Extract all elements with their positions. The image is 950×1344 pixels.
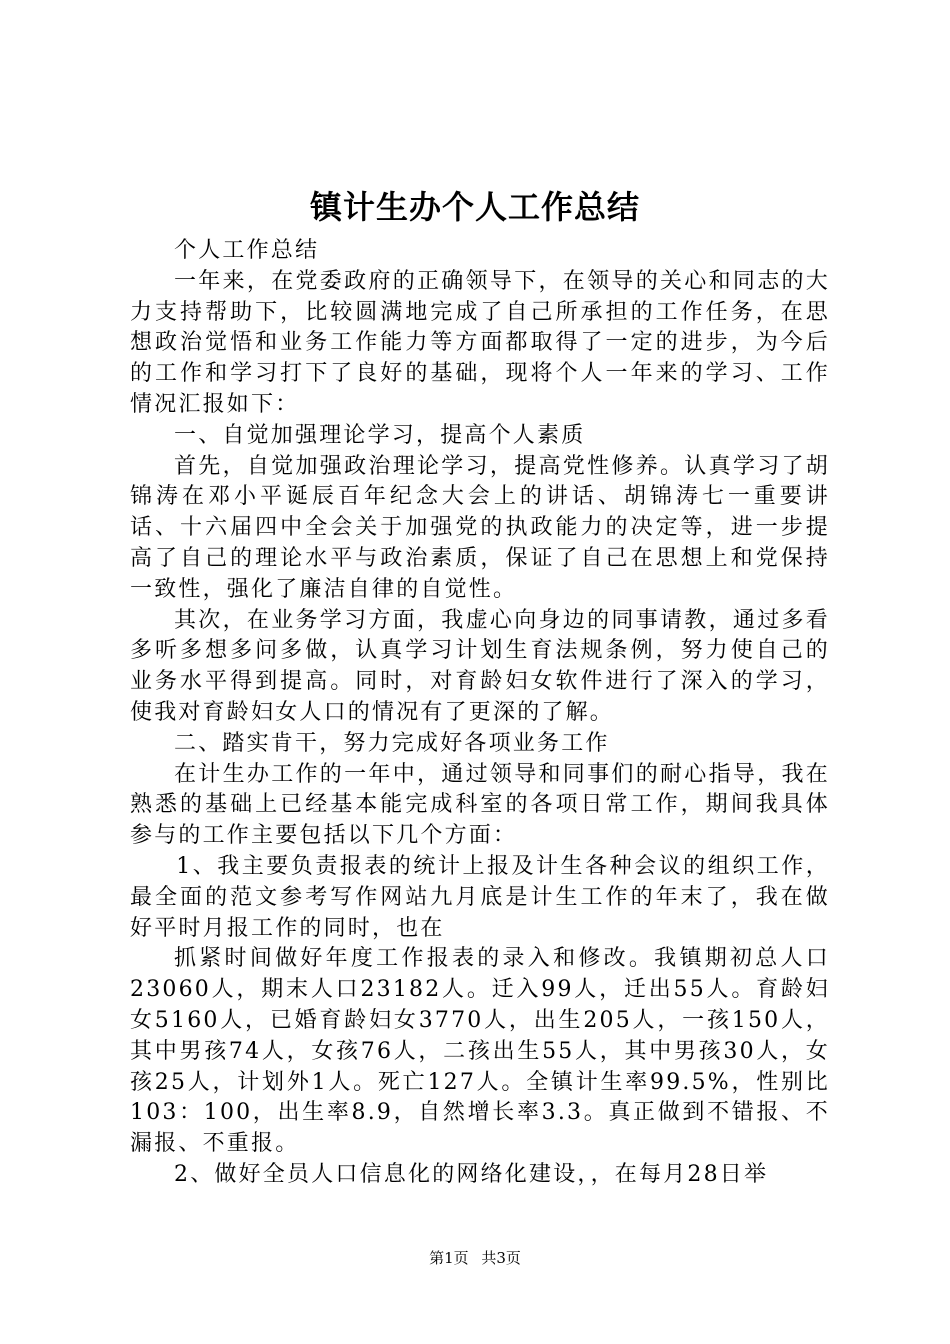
page-number: 第1页 <box>429 1249 469 1267</box>
document-title: 镇计生办个人工作总结 <box>309 188 640 226</box>
page-total: 共3页 <box>481 1249 521 1267</box>
body-paragraph: 其次，在业务学习方面，我虚心向身边的同事请教，通过多看多听多想多问多做，认真学习计划生育法规条例，努力使自己的业务水平得到提高。同时，对育龄妇女软件进行了深入的学习，使我对育龄妇女人口的情况有了更深的了解。 <box>130 607 830 725</box>
body-paragraph: 一年来，在党委政府的正确领导下，在领导的关心和同志的大力支持帮助下，比较圆满地完成了自己所承担的工作任务，在思想政治觉悟和业务工作能力等方面都取得了一定的进步，为今后的工作和学习打下了良好的基础，现将个人一年来的学习、工作情况汇报如下： <box>130 268 830 417</box>
list-item: 1、我主要负责报表的统计上报及计生各种会议的组织工作，最全面的范文参考写作网站九月底是计生工作的年末了，我在做好平时月报工作的同时，也在 <box>130 853 830 941</box>
body-paragraph: 在计生办工作的一年中，通过领导和同事们的耐心指导，我在熟悉的基础上已经基本能完成科室的各项日常工作，期间我具体参与的工作主要包括以下几个方面： <box>130 761 830 849</box>
body-paragraph: 抓紧时间做好年度工作报表的录入和修改。我镇期初总人口23060人，期末人口23182人。迁入99人，迁出55人。育龄妇女5160人，已婚育龄妇女3770人，出生205人，一孩150人，其中男孩74人，女孩76人，二孩出生55人，其中男孩30人，女孩25人，计划外1人。死亡127人。全镇计生率99.5%，性别比103：100，出生率8.9，自然增长率3.3。真正做到不错报、不漏报、不重报。 <box>130 946 830 1157</box>
section-heading: 二、踏实肯干，努力完成好各项业务工作 <box>174 730 610 756</box>
page-footer <box>0 1248 950 1268</box>
body-paragraph: 首先，自觉加强政治理论学习，提高党性修养。认真学习了胡锦涛在邓小平诞辰百年纪念大会上的讲话、胡锦涛七一重要讲话、十六届四中全会关于加强党的执政能力的决定等，进一步提高了自己的理论水平与政治素质，保证了自己在思想上和党保持一致性，强化了廉洁自律的自觉性。 <box>130 453 830 602</box>
list-item: 2、做好全员人口信息化的网络化建设，，在每月28日举 <box>174 1161 769 1187</box>
section-heading: 个人工作总结 <box>174 238 320 263</box>
document-body <box>130 236 830 1191</box>
section-heading: 一、自觉加强理论学习，提高个人素质 <box>174 422 586 448</box>
